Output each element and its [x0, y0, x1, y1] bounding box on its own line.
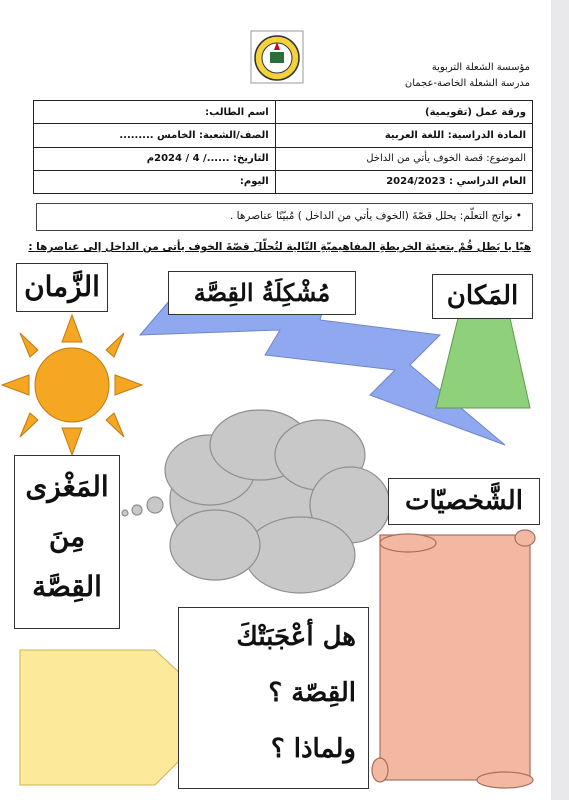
question-line-2: القِصّة ؟ [268, 678, 356, 708]
student-name-field: اسم الطالب: [34, 101, 276, 124]
school-foundation-name: مؤسسة الشعلة التربوية [431, 62, 530, 73]
sun-shape [2, 315, 142, 455]
subject: المادة الدراسية: اللغة العربية [275, 124, 532, 147]
characters-label: الشَّخصيّات [388, 478, 540, 525]
date-field: التاريخ: ....../ 4 / 2024م [34, 147, 276, 170]
trapezoid-shape [436, 318, 530, 408]
instruction-text: هيّا يا بَطل قُمْ بتعبئة الخريطةِ المفاهيميّةِ التّالية لتُحلّلَ قصّةَ الخوف يأتى من الداخل إلى عناصرها : [28, 241, 531, 253]
opinion-question-box [178, 607, 369, 789]
worksheet-type: ورقة عمل (تقويمية) [275, 101, 532, 124]
moral-line-3: القِصَّة [32, 570, 102, 603]
story-problem-label: مُشْكِلَةُ القِصَّة [168, 271, 356, 315]
moral-line-1: المَغْزى [25, 470, 109, 503]
question-line-1: هل أعْجَبَتْكَ [236, 622, 356, 652]
cloud-shape [122, 410, 390, 593]
question-line-3: ولماذا ؟ [270, 734, 356, 764]
day-field: اليوم: [34, 170, 276, 193]
lesson-topic: الموضوع: قصة الخوف يأتي من الداخل [275, 147, 532, 170]
school-name: مدرسة الشعلة الخاصة-عجمان [404, 78, 530, 89]
academic-year: العام الدراسي : 2024/2023 [275, 170, 532, 193]
class-section: الصف/الشعبة: الخامس ......... [34, 124, 276, 147]
time-label: الزَّمان [16, 263, 108, 312]
moral-line-2: مِنَ [48, 520, 86, 553]
learning-outcomes-text: • نواتج التعلّم: يحلل قصّةَ (الخوف يأتي من الداخل ) مُبيّنًا عناصرها . [230, 210, 522, 222]
place-label: المَكان [432, 274, 533, 319]
scroll-shape [372, 530, 535, 788]
scrollbar[interactable] [551, 0, 569, 800]
story-moral-box [14, 455, 120, 629]
